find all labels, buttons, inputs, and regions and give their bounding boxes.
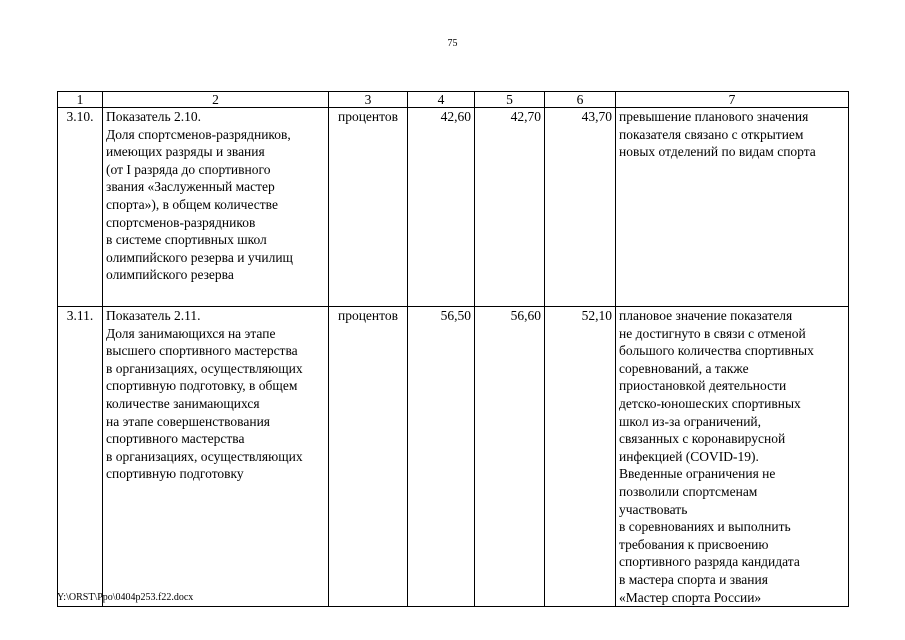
value-col6-cell: 52,10 <box>545 307 616 607</box>
header-cell-3: 3 <box>329 92 408 108</box>
header-cell-5: 5 <box>475 92 545 108</box>
note-line: спортивного разряда кандидата <box>619 554 800 570</box>
note-line: в соревнованиях и выполнить <box>619 519 791 535</box>
value-col4-cell: 56,50 <box>408 307 475 607</box>
indicator-name-line: на этапе совершенствования <box>106 413 271 429</box>
footer-file-path: Y:\ORST\Ppo\0404p253.f22.docx <box>57 592 194 603</box>
note-line: большого количества спортивных <box>619 343 814 359</box>
indicator-name-line: Показатель 2.11. <box>106 308 201 323</box>
note-line: новых отделений по видам спорта <box>619 144 816 160</box>
note-line: позволили спортсменам <box>619 483 758 499</box>
indicator-name-line: (от I разряда до спортивного <box>106 161 271 177</box>
note-line: «Мастер спорта России» <box>619 589 762 605</box>
value-col4-cell: 42,60 <box>408 108 475 307</box>
header-cell-2: 2 <box>103 92 329 108</box>
indicator-name-line: Доля спортсменов-разрядников, <box>106 126 291 142</box>
header-cell-7: 7 <box>616 92 849 108</box>
indicator-name-line: Доля занимающихся на этапе <box>106 325 276 341</box>
note-line: в мастера спорта и звания <box>619 571 768 587</box>
row-number: 3.11. <box>58 307 103 607</box>
indicator-name-line: высшего спортивного мастерства <box>106 343 298 359</box>
header-cell-6: 6 <box>545 92 616 108</box>
header-cell-4: 4 <box>408 92 475 108</box>
note-line: приостановкой деятельности <box>619 378 787 394</box>
note-line: связанных с коронавирусной <box>619 431 786 447</box>
indicator-table <box>57 91 849 607</box>
page-number: 75 <box>447 38 458 49</box>
indicator-name-line: количестве занимающихся <box>106 395 260 411</box>
indicator-name-line: имеющих разряды и звания <box>106 144 265 160</box>
note-line: соревнований, а также <box>619 360 749 376</box>
indicator-name-line: спортивного мастерства <box>106 431 245 447</box>
note-line: инфекцией (COVID-19). <box>619 448 759 464</box>
unit-cell: процентов <box>329 108 408 307</box>
indicator-name-line: спортивную подготовку <box>106 466 244 482</box>
indicator-name-line: в системе спортивных школ <box>106 232 267 248</box>
note-cell <box>616 108 849 307</box>
table-header-row <box>58 92 849 108</box>
indicator-name-line: спортсменов-разрядников <box>106 214 256 230</box>
note-line: детско-юношеских спортивных <box>619 395 801 411</box>
note-line: плановое значение показателя <box>619 308 793 323</box>
note-line: Введенные ограничения не <box>619 466 776 482</box>
note-line: не достигнуто в связи с отменой <box>619 325 806 341</box>
indicator-name-line: в организациях, осуществляющих <box>106 360 303 376</box>
indicator-name-line: спортивную подготовку, в общем <box>106 378 298 394</box>
table-row <box>58 108 849 307</box>
row-number: 3.10. <box>58 108 103 307</box>
indicator-name-cell <box>103 108 329 307</box>
indicator-name-line: олимпийского резерва и училищ <box>106 249 293 265</box>
indicator-name-line: олимпийского резерва <box>106 267 234 283</box>
note-line: превышение планового значения <box>619 109 809 124</box>
note-line: школ из-за ограничений, <box>619 413 762 429</box>
value-col5-cell: 56,60 <box>475 307 545 607</box>
unit-cell: процентов <box>329 307 408 607</box>
value-col5-cell: 42,70 <box>475 108 545 307</box>
note-line: требования к присвоению <box>619 536 769 552</box>
indicator-name-line: спорта»), в общем количестве <box>106 196 278 212</box>
note-cell <box>616 307 849 607</box>
indicator-name-cell <box>103 307 329 607</box>
note-line: участвовать <box>619 501 688 517</box>
header-cell-1: 1 <box>58 92 103 108</box>
note-line: показателя связано с открытием <box>619 126 804 142</box>
table-row <box>58 307 849 607</box>
indicator-name-line: звания «Заслуженный мастер <box>106 179 275 195</box>
indicator-name-line: в организациях, осуществляющих <box>106 448 303 464</box>
value-col6-cell: 43,70 <box>545 108 616 307</box>
indicator-name-line: Показатель 2.10. <box>106 109 201 124</box>
